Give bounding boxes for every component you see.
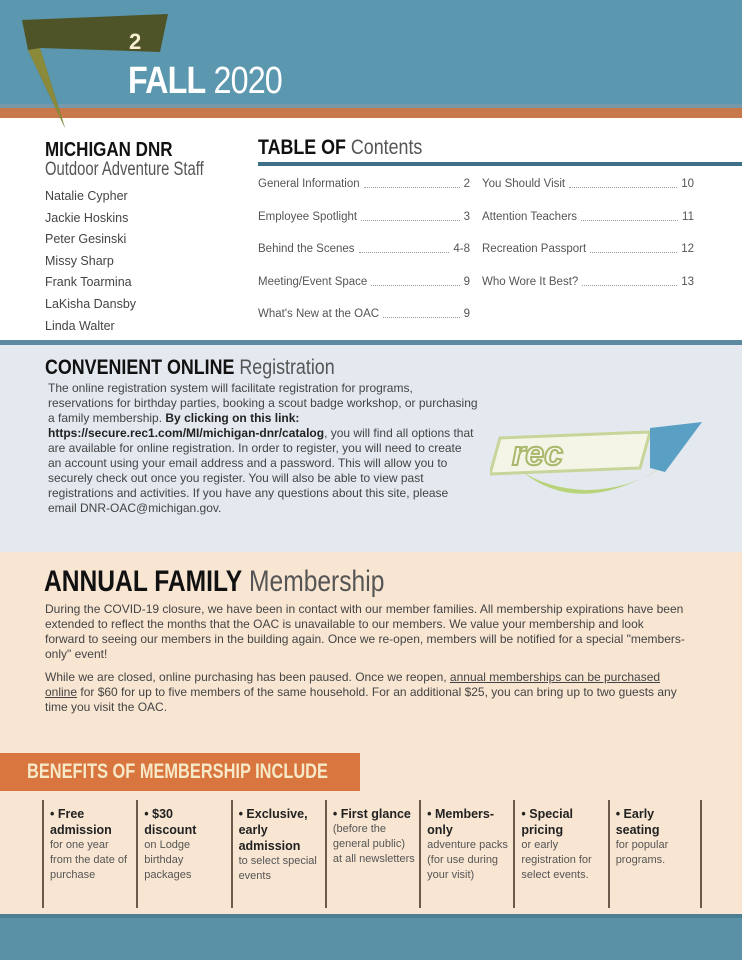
benefit-item bbox=[513, 800, 607, 908]
benefit-item bbox=[231, 800, 325, 908]
issue-title bbox=[128, 60, 282, 103]
toc-entry[interactable] bbox=[482, 209, 694, 242]
leader-dots bbox=[383, 308, 460, 318]
benefit-item bbox=[42, 800, 136, 908]
staff-subheading: Outdoor Adventure Staff bbox=[45, 159, 204, 180]
staff-section bbox=[45, 140, 245, 337]
membership-paragraph-1: During the COVID-19 closure, we have been in contact with our member families. All membership expirations have been extended to reflect the months that the OAC is unavailable to our members. We value your membership and look forward to seeing our members in the building again. Once we re-open, members will be notified for a special "members-only" event! bbox=[45, 602, 685, 661]
staff-list bbox=[45, 186, 245, 337]
staff-name: LaKisha Dansby bbox=[45, 296, 137, 311]
rec1-logo-text: rec bbox=[512, 435, 564, 473]
leader-dots bbox=[364, 178, 460, 188]
toc-column-right bbox=[482, 176, 694, 339]
benefit-description: (before the general public) at all newsletters bbox=[332, 823, 415, 865]
season-year: 2020 bbox=[213, 60, 282, 102]
benefit-item bbox=[325, 800, 419, 908]
membership-heading bbox=[44, 565, 384, 599]
benefit-description: adventure packs (for use during your visit) bbox=[427, 839, 508, 881]
leader-dots bbox=[371, 276, 459, 286]
membership-heading-bold: ANNUAL FAMILY bbox=[44, 565, 243, 598]
membership-paragraph-2 bbox=[45, 670, 685, 715]
toc-entry-page: 4-8 bbox=[453, 243, 470, 255]
toc-entry[interactable] bbox=[258, 209, 470, 242]
toc-entry-page: 2 bbox=[463, 178, 470, 190]
benefit-description: for popular programs. bbox=[615, 839, 669, 866]
toc-divider bbox=[258, 162, 742, 166]
toc-entry[interactable] bbox=[258, 176, 470, 209]
toc-entry-page: 3 bbox=[463, 210, 470, 223]
footer-banner bbox=[0, 914, 742, 960]
toc-entry-label: You Should Visit bbox=[482, 178, 566, 190]
season-label: FALL bbox=[128, 60, 206, 102]
benefit-title: • Members-only bbox=[427, 807, 495, 837]
benefits-grid bbox=[42, 800, 702, 908]
toc-entry-label: General Information bbox=[258, 178, 360, 190]
page-number: 2 bbox=[129, 29, 142, 54]
benefit-title: • $30 discount bbox=[144, 807, 197, 837]
benefit-title: • Special pricing bbox=[521, 807, 574, 837]
benefit-item bbox=[608, 800, 702, 908]
leader-dots bbox=[590, 243, 677, 253]
membership-heading-light: Membership bbox=[249, 565, 385, 598]
toc-entry-label: Meeting/Event Space bbox=[258, 275, 368, 288]
leader-dots bbox=[361, 211, 460, 221]
registration-body bbox=[48, 381, 478, 516]
registration-text: The online registration system will facilitate registration for programs, reservations for birthday parties, booking a scout badge workshop, or purchasing a family membership. bbox=[48, 381, 478, 425]
toc-entry-page: 12 bbox=[681, 243, 694, 255]
benefit-title: • Free admission bbox=[50, 807, 112, 837]
benefit-description: to select special events bbox=[238, 855, 317, 882]
toc-column-left bbox=[258, 176, 470, 339]
staff-name: Natalie Cypher bbox=[45, 189, 128, 203]
staff-name: Jackie Hoskins bbox=[45, 210, 129, 225]
benefit-description: on Lodge birthday packages bbox=[144, 839, 192, 881]
registration-text-continued: , you will find all options that are available for online registration. In order to register, you will need to create an account using your email address and a password. This will allow you to securely check out once you register. You will also be able to view past registrations and activities. If you have any questions about this site, please email DNR-OAC@michigan.gov. bbox=[48, 426, 474, 515]
benefit-title: • Early seating bbox=[615, 807, 660, 837]
benefit-description: for one year from the date of purchase bbox=[50, 839, 128, 881]
benefits-heading: BENEFITS OF MEMBERSHIP INCLUDE bbox=[27, 760, 328, 783]
registration-heading-light: Registration bbox=[239, 356, 335, 379]
toc-heading-bold: TABLE OF bbox=[258, 136, 346, 159]
toc-entry-label: Recreation Passport bbox=[482, 243, 587, 255]
benefit-item bbox=[419, 800, 513, 908]
benefit-item bbox=[136, 800, 230, 908]
toc-heading-light: Contents bbox=[350, 136, 423, 159]
rec1-logo bbox=[490, 410, 705, 505]
membership-body bbox=[45, 602, 685, 723]
toc-entry[interactable] bbox=[482, 176, 694, 209]
toc-entry-page: 13 bbox=[681, 275, 694, 288]
footer-divider bbox=[0, 914, 742, 918]
leader-dots bbox=[581, 211, 678, 221]
staff-name: Frank Toarmina bbox=[45, 275, 132, 290]
toc-entry[interactable] bbox=[258, 306, 470, 339]
staff-name: Missy Sharp bbox=[45, 253, 114, 268]
registration-divider bbox=[0, 340, 742, 345]
leader-dots bbox=[359, 243, 450, 253]
toc-entry-label: Behind the Scenes bbox=[258, 243, 355, 255]
membership-text-continued: for $60 for up to five members of the same household. For an additional $25, you can bring up to two guests any time you visit the OAC. bbox=[45, 685, 677, 714]
benefit-description: or early registration for select events. bbox=[521, 839, 592, 881]
toc-entry-label: What's New at the OAC bbox=[258, 308, 380, 320]
toc-entry-page: 10 bbox=[681, 178, 694, 190]
registration-heading-bold: CONVENIENT ONLINE bbox=[45, 356, 235, 379]
toc-entry-label: Who Wore It Best? bbox=[482, 275, 579, 288]
toc-entry-page: 11 bbox=[682, 210, 694, 223]
staff-name: Linda Walter bbox=[45, 318, 115, 333]
toc-entry[interactable] bbox=[482, 241, 694, 274]
toc-entry[interactable] bbox=[482, 274, 694, 307]
leader-dots bbox=[582, 276, 677, 286]
membership-text: While we are closed, online purchasing has been paused. Once we reopen, bbox=[45, 670, 450, 684]
registration-heading bbox=[45, 356, 335, 380]
table-of-contents bbox=[258, 136, 742, 320]
staff-name: Peter Gesinski bbox=[45, 232, 127, 247]
leader-dots bbox=[569, 178, 677, 188]
toc-entry[interactable] bbox=[258, 274, 470, 307]
toc-entry-label: Employee Spotlight bbox=[258, 210, 358, 223]
toc-heading bbox=[258, 136, 669, 162]
toc-entry-page: 9 bbox=[463, 275, 470, 288]
membership-purchase-link[interactable]: annual memberships can be purchased online bbox=[45, 670, 661, 699]
staff-heading: MICHIGAN DNR bbox=[45, 139, 173, 161]
registration-link[interactable]: By clicking on this link: https://secure.rec1.com/MI/michigan-dnr/catalog bbox=[48, 411, 325, 440]
toc-entry[interactable] bbox=[258, 241, 470, 274]
toc-entry-label: Attention Teachers bbox=[482, 210, 578, 223]
toc-entry-page: 9 bbox=[463, 308, 470, 320]
benefit-title: • First glance bbox=[332, 807, 411, 821]
benefit-title: • Exclusive, early admission bbox=[238, 807, 308, 853]
